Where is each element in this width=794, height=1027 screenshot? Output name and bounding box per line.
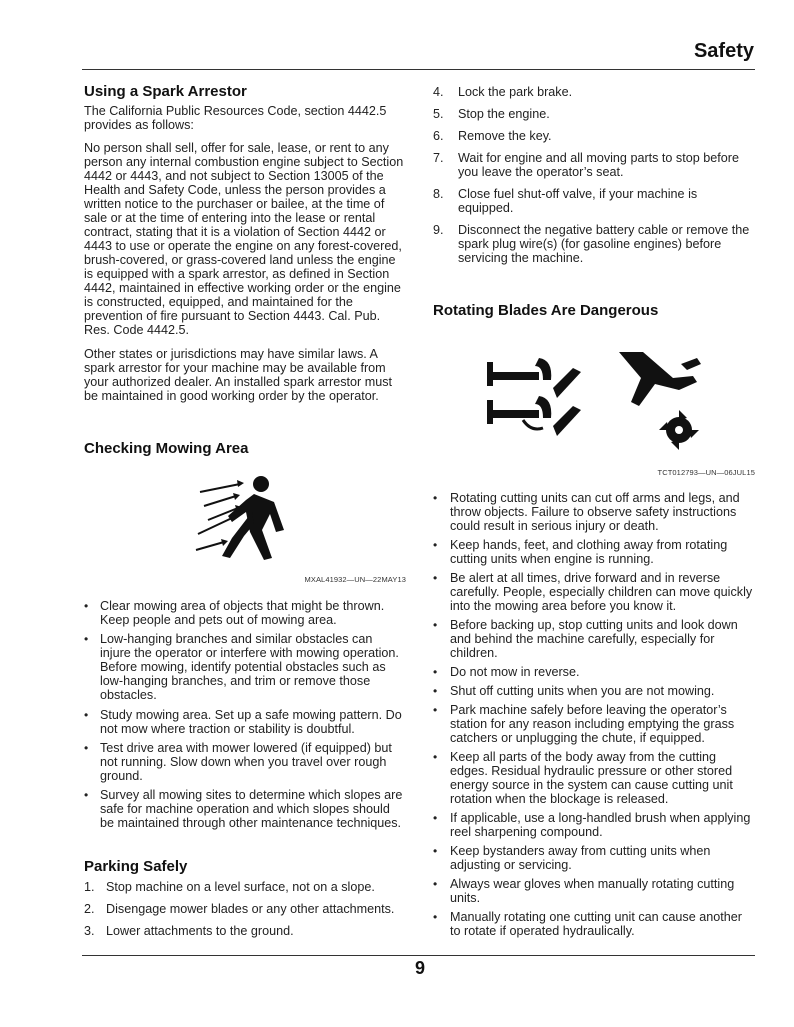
list-item: • Study mowing area. Set up a safe mowing pattern. Do not mow where traction or stability is doubtful. xyxy=(84,708,402,736)
parking-safely-heading: Parking Safely xyxy=(84,858,188,875)
spark-arrestor-heading: Using a Spark Arrestor xyxy=(84,83,247,100)
list-item: • Always wear gloves when manually rotating cutting units. xyxy=(433,877,735,905)
list-item: 2. Disengage mower blades or any other attachments. xyxy=(84,902,395,916)
list-item: • Shut off cutting units when you are not mowing. xyxy=(433,684,715,698)
blades-bullet-list xyxy=(433,491,755,943)
list-item: • Low-hanging branches and similar obstacles can injure the operator or interfere with mowing operation. Before mowing, identify potential obstacles such as low-hanging branches, and trim or remove those obstacles. xyxy=(84,632,399,702)
parking-steps-list xyxy=(84,880,406,946)
spark-arrestor-code-text: No person shall sell, offer for sale, lease, or rent to any person any internal combustion engine subject to Section 4442 or 4443, and not subject to Section 13005 of the Health and Safety Code, unless the person provides a written notice to the purchaser or bailee, at the time of sale or at the time of entering into the lease or rental contract, stating that it is a violation of Section 4442 or 4443 to use or operate the engine on any forest-covered, brush-covered, or grass-covered land unless the engine is equipped with a spark arrestor, as defined in Section 4442, maintained in effective working order or the engine is constructed, equipped, and maintained for the prevention of fire pursuant to Section 4443. Cal. Pub. Res. Code 4442.5. xyxy=(84,141,404,337)
list-item: • Keep bystanders away from cutting units when adjusting or servicing. xyxy=(433,844,711,872)
list-item: • Do not mow in reverse. xyxy=(433,665,580,679)
thrown-object-warning-icon xyxy=(192,472,302,562)
page-number: 9 xyxy=(414,958,425,978)
list-item: 8. Close fuel shut-off valve, if your machine is equipped. xyxy=(433,187,698,215)
list-item: • Park machine safely before leaving the operator’s station for any reason including emptying the grass catchers or unplugging the chute, if equipped. xyxy=(433,703,735,745)
list-item: 9. Disconnect the negative battery cable or remove the spark plug wire(s) (for gasoline engines) before servicing the machine. xyxy=(433,223,750,265)
list-item: • Keep all parts of the body away from the cutting edges. Residual hydraulic pressure or other stored energy source in the system can cause cutting unit rotation when the blockage is released. xyxy=(433,750,733,806)
list-item: • Test drive area with mower lowered (if equipped) but not running. Slow down when you travel over rough ground. xyxy=(84,741,392,783)
mowing-bullet-list xyxy=(84,599,406,835)
list-item: 1. Stop machine on a level surface, not on a slope. xyxy=(84,880,375,894)
spark-arrestor-note: Other states or jurisdictions may have similar laws. A spark arrestor for your machine may be available from your authorized dealer. An installed spark arrestor must be maintained in good working order by the operator. xyxy=(84,347,393,403)
list-item: 7. Wait for engine and all moving parts to stop before you leave the operator’s seat. xyxy=(433,151,739,179)
list-item: • If applicable, use a long-handled brush when applying reel sharpening compound. xyxy=(433,811,751,839)
footer-rule xyxy=(82,955,755,956)
list-item: • Manually rotating one cutting unit can cause another to rotate if operated hydraulically. xyxy=(433,910,742,938)
list-item: • Clear mowing area of objects that might be thrown. Keep people and pets out of mowing area. xyxy=(84,599,385,627)
checking-mowing-area-heading: Checking Mowing Area xyxy=(84,440,249,457)
list-item: 5. Stop the engine. xyxy=(433,107,550,121)
list-item: • Be alert at all times, drive forward and in reverse carefully. People, especially children can move quickly into the mowing area before you know it. xyxy=(433,571,753,613)
list-item: 6. Remove the key. xyxy=(433,129,552,143)
parking-steps-continued xyxy=(433,85,755,273)
list-item: • Rotating cutting units can cut off arms and legs, and throw objects. Failure to observe safety instructions could result in serious injury or death. xyxy=(433,491,740,533)
list-item: • Before backing up, stop cutting units and look down and behind the machine carefully, especially for children. xyxy=(433,618,738,660)
list-item: 3. Lower attachments to the ground. xyxy=(84,924,294,938)
list-item: • Keep hands, feet, and clothing away from rotating cutting units when engine is running. xyxy=(433,538,728,566)
blades-figure-code: TCT012793—UN—06JUL15 xyxy=(657,468,755,477)
rotating-blades-warning-icon xyxy=(483,348,723,458)
right-column xyxy=(433,0,755,955)
list-item: 4. Lock the park brake. xyxy=(433,85,573,99)
mowing-figure-code: MXAL41932—UN—22MAY13 xyxy=(304,575,406,584)
spark-arrestor-intro: The California Public Resources Code, section 4442.5 provides as follows: xyxy=(84,104,387,132)
page-title: Safety xyxy=(693,40,754,62)
left-column xyxy=(84,0,406,955)
list-item: • Survey all mowing sites to determine which slopes are safe for machine operation and which slopes should be maintained through other maintenance techniques. xyxy=(84,788,403,830)
rotating-blades-heading: Rotating Blades Are Dangerous xyxy=(433,302,659,319)
